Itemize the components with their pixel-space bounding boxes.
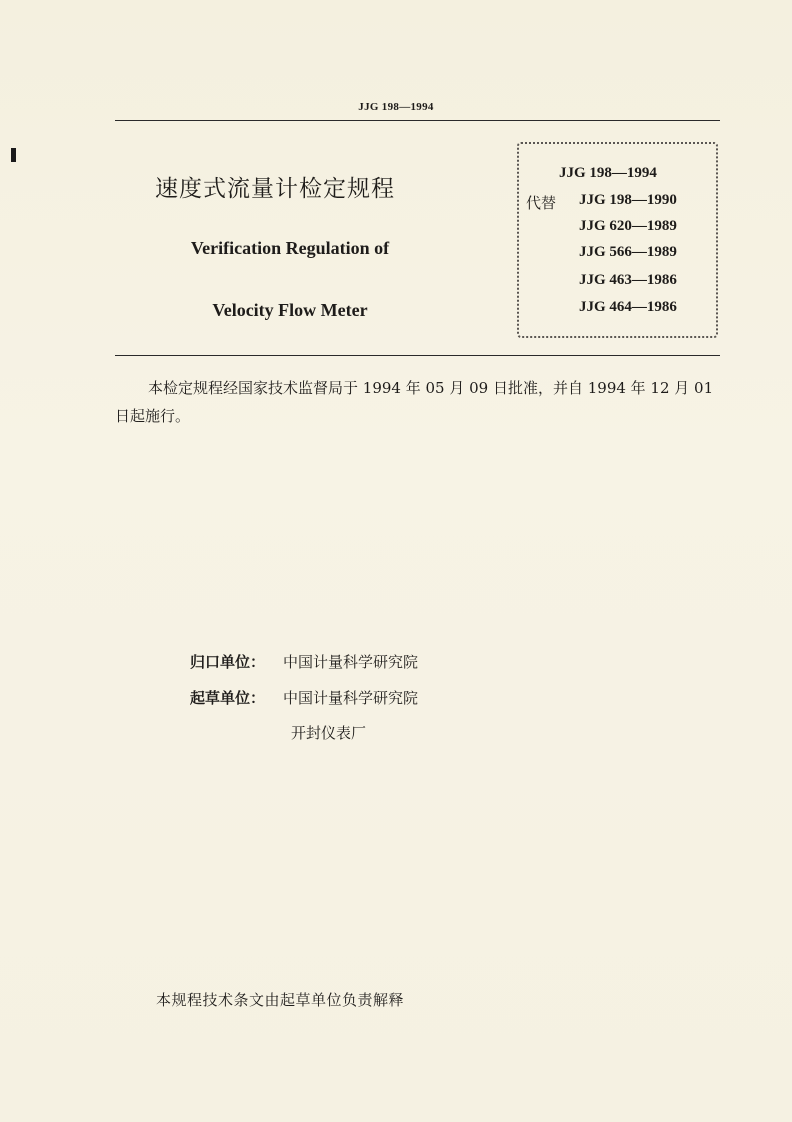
drafting-unit-label: 起草单位：: [190, 689, 266, 707]
title-chinese: 速度式流量计检定规程: [155, 176, 395, 202]
replaced-standard: JJG 198—1990: [579, 192, 677, 208]
replaced-standard: JJG 620—1989: [579, 218, 677, 234]
responsible-unit-label: 归口单位：: [190, 653, 266, 671]
running-header: JJG 198—1994: [358, 101, 434, 113]
approval-paragraph: 本检定规程经国家技术监督局于 1994 年 05 月 09 日批准，并自 1994 年 12 月 01 日起施行。: [115, 379, 714, 425]
title-english-line1: Verification Regulation of: [190, 238, 390, 258]
replaces-box: [517, 142, 718, 338]
standard-code: JJG 198—1994: [559, 165, 657, 181]
drafting-unit-row: [190, 687, 418, 708]
replaced-standard: JJG 463—1986: [579, 272, 677, 288]
section-rule: [115, 355, 720, 356]
replaced-standard: JJG 566—1989: [579, 244, 677, 260]
binding-mark: [11, 148, 16, 162]
replaces-label: 代替: [526, 194, 557, 212]
drafting-unit-value: 中国计量科学研究院: [283, 689, 419, 707]
header-rule: [115, 120, 720, 121]
interpretation-note: 本规程技术条文由起草单位负责解释: [156, 991, 405, 1009]
drafting-unit-value: 开封仪表厂: [291, 724, 367, 742]
replaced-standard: JJG 464—1986: [579, 299, 677, 315]
drafting-unit-row: [291, 722, 366, 743]
title-english-line2: Velocity Flow Meter: [212, 300, 368, 320]
responsible-unit-value: 中国计量科学研究院: [283, 653, 419, 671]
responsible-unit-row: [190, 651, 418, 672]
